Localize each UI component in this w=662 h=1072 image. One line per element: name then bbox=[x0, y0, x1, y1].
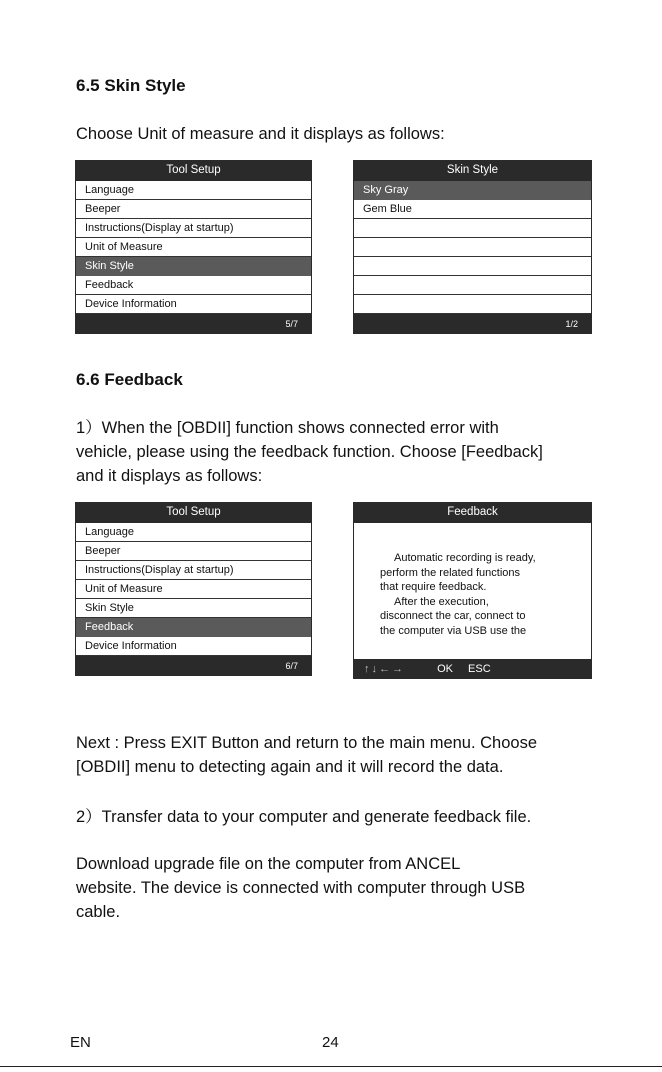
menu-item-feedback[interactable]: Feedback bbox=[76, 618, 311, 637]
text-line: vehicle, please using the feedback function. Choose [Feedback] bbox=[76, 443, 543, 461]
menu-item-sky-gray[interactable]: Sky Gray bbox=[354, 181, 591, 200]
esc-button[interactable]: ESC bbox=[468, 663, 491, 675]
message-line: the computer via USB use the bbox=[380, 624, 527, 637]
menu-item-empty bbox=[354, 219, 591, 238]
text-line: and it displays as follows: bbox=[76, 467, 263, 485]
message-line: that require feedback. bbox=[380, 581, 487, 594]
message-line: perform the related functions bbox=[380, 566, 521, 579]
menu-item-instructions[interactable]: Instructions(Display at startup) bbox=[76, 219, 311, 238]
download-paragraph bbox=[76, 852, 525, 924]
text-line: [OBDII] menu to detecting again and it will record the data. bbox=[76, 758, 504, 776]
menu-item-beeper[interactable]: Beeper bbox=[76, 200, 311, 219]
text-line: cable. bbox=[76, 903, 121, 921]
menu-item-empty bbox=[354, 295, 591, 314]
message-line: After the execution, bbox=[394, 595, 489, 608]
skin-style-intro: Choose Unit of measure and it displays as follows: bbox=[76, 125, 445, 143]
menu-item-language[interactable]: Language bbox=[76, 181, 311, 200]
page-indicator: 1/2 bbox=[565, 319, 578, 329]
screen-title: Tool Setup bbox=[166, 506, 221, 518]
screen-title: Tool Setup bbox=[166, 164, 221, 176]
section-heading-feedback: 6.6 Feedback bbox=[76, 370, 183, 389]
menu-item-gem-blue[interactable]: Gem Blue bbox=[354, 200, 591, 219]
screen-tool-setup-skin bbox=[75, 160, 312, 334]
page-indicator: 5/7 bbox=[285, 319, 298, 329]
section-heading-skin-style: 6.5 Skin Style bbox=[76, 76, 186, 95]
ok-button[interactable]: OK bbox=[437, 663, 453, 675]
menu-item-empty bbox=[354, 238, 591, 257]
text-line: website. The device is connected with computer through USB bbox=[76, 879, 526, 897]
menu-item-language[interactable]: Language bbox=[76, 523, 311, 542]
menu-list bbox=[354, 181, 591, 314]
screen-title: Skin Style bbox=[446, 164, 499, 176]
menu-item-beeper[interactable]: Beeper bbox=[76, 542, 311, 561]
message-line: Automatic recording is ready, bbox=[394, 552, 536, 564]
menu-item-empty bbox=[354, 276, 591, 295]
menu-item-skin-style[interactable]: Skin Style bbox=[76, 599, 311, 618]
menu-item-feedback[interactable]: Feedback bbox=[76, 276, 311, 295]
next-paragraph bbox=[76, 731, 537, 779]
menu-item-skin-style[interactable]: Skin Style bbox=[76, 257, 311, 276]
screen-title: Feedback bbox=[447, 506, 498, 518]
menu-item-device-information[interactable]: Device Information bbox=[76, 637, 311, 656]
text-line: Next : Press EXIT Button and return to the main menu. Choose bbox=[76, 734, 538, 752]
page-number: 24 bbox=[322, 1034, 339, 1051]
screen-tool-setup-feedback bbox=[75, 502, 312, 676]
menu-item-unit-of-measure[interactable]: Unit of Measure bbox=[76, 580, 311, 599]
text-line: 1）When the [OBDII] function shows connected error with bbox=[76, 419, 499, 437]
menu-list bbox=[76, 523, 311, 656]
footer-rule bbox=[0, 1066, 662, 1067]
menu-item-empty bbox=[354, 257, 591, 276]
text-line: Download upgrade file on the computer from ANCEL bbox=[76, 855, 461, 873]
menu-item-unit-of-measure[interactable]: Unit of Measure bbox=[76, 238, 311, 257]
message-line: disconnect the car, connect to bbox=[380, 610, 526, 623]
navigation-bar bbox=[353, 659, 592, 679]
feedback-step1-paragraph bbox=[76, 416, 543, 488]
menu-item-device-information[interactable]: Device Information bbox=[76, 295, 311, 314]
footer-language: EN bbox=[70, 1034, 91, 1051]
arrow-keys-icon: ↑↓←→ bbox=[364, 663, 405, 675]
step2-paragraph: 2）Transfer data to your computer and generate feedback file. bbox=[76, 808, 532, 826]
screen-skin-style bbox=[353, 160, 592, 334]
menu-list bbox=[76, 181, 311, 314]
screen-feedback bbox=[353, 502, 592, 679]
feedback-message bbox=[354, 523, 591, 659]
menu-item-instructions[interactable]: Instructions(Display at startup) bbox=[76, 561, 311, 580]
page-indicator: 6/7 bbox=[285, 661, 298, 671]
